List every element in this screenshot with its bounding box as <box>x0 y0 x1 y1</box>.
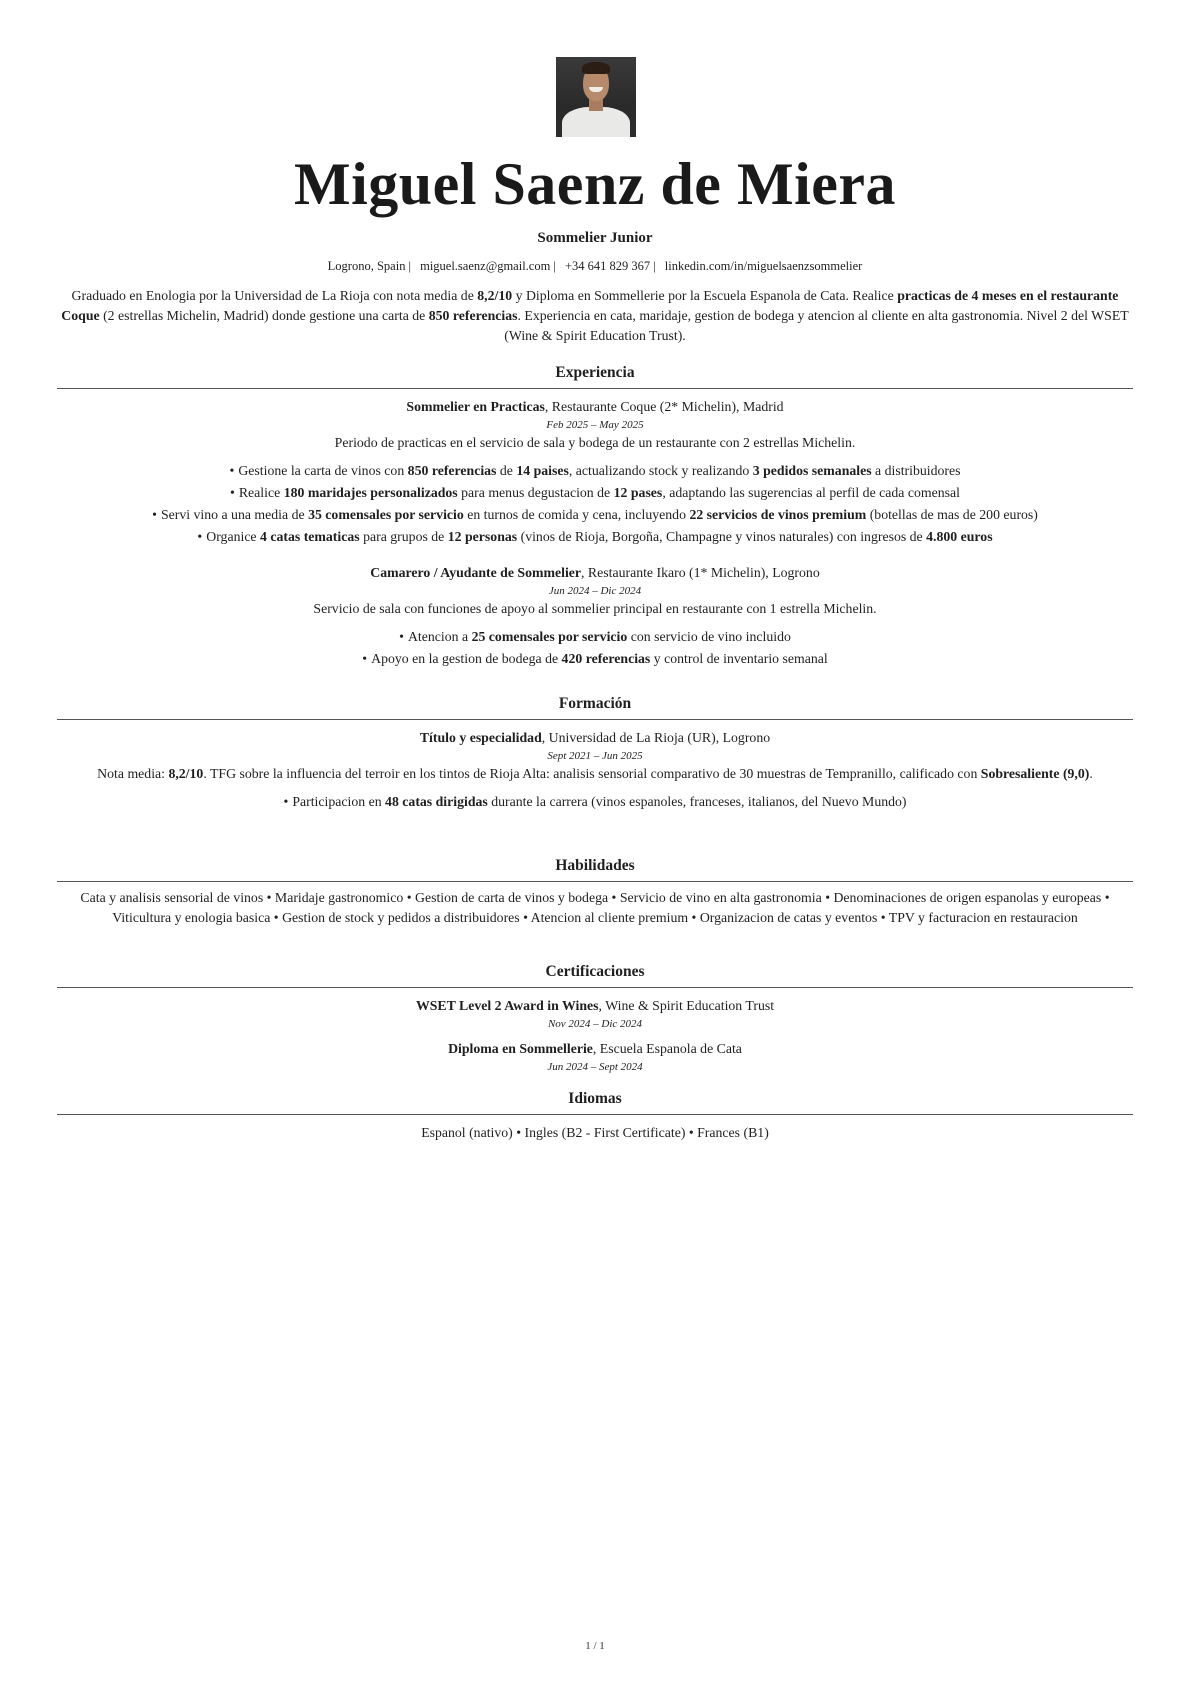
education-entry <box>57 728 1133 813</box>
entry-place: , Restaurante Coque (2* Michelin), Madrid <box>544 399 784 414</box>
entry-description: Servicio de sala con funciones de apoyo al sommelier principal en restaurante con 1 estrella Michelin. <box>313 601 877 616</box>
contact-separator: | <box>553 259 556 273</box>
contact-separator: | <box>408 259 411 273</box>
entry-degree: Título y especialidad <box>419 730 542 745</box>
certification-name: WSET Level 2 Award in Wines <box>415 998 599 1013</box>
entry-dates: Sept 2021 – Jun 2025 <box>547 750 643 762</box>
section-divider <box>57 719 1133 720</box>
entry-bullets <box>57 460 1133 548</box>
section-title-experience: Experiencia <box>555 364 635 381</box>
professional-summary <box>57 286 1133 346</box>
entry-bullets <box>57 791 1133 813</box>
summary-text: . Experiencia en cata, maridaje, gestion de bodega y atencion al cliente en alta gastronomia. Nivel 2 del WSET (Wine & Spirit Education Trust). <box>504 308 1129 343</box>
contact-phone[interactable]: +34 641 829 367 <box>564 259 651 273</box>
entry-description: Periodo de practicas en el servicio de sala y bodega de un restaurante con 2 estrellas Michelin. <box>334 435 856 450</box>
entry-heading <box>57 397 1133 417</box>
certification-entry <box>57 996 1133 1032</box>
summary-text: Graduado en Enologia por la Universidad de La Rioja con nota media de <box>71 288 478 303</box>
bullet-item: • Apoyo en la gestion de bodega de 420 referencias y control de inventario semanal <box>57 648 1133 670</box>
entry-place: , Universidad de La Rioja (UR), Logrono <box>541 730 771 745</box>
certification-name: Diploma en Sommellerie <box>448 1041 593 1056</box>
skills-list: Cata y analisis sensorial de vinos • Maridaje gastronomico • Gestion de carta de vinos y bodega • Servicio de vino en alta gastronomia • Denominaciones de origen espanolas y europeas • Viticultura y enologia basica • Gestion de stock y pedidos a distribuidores • Atencion al cliente premium • Organizacion de catas y eventos • TPV y facturacion en restauracion <box>80 890 1110 925</box>
photo-shirt <box>562 107 630 137</box>
section-divider <box>57 881 1133 882</box>
bullet-item: • Realice 180 maridajes personalizados para menus degustacion de 12 pases, adaptando las sugerencias al perfil de cada comensal <box>57 482 1133 504</box>
entry-heading <box>57 563 1133 583</box>
summary-text: (2 estrellas Michelin, Madrid) donde gestione una carta de <box>99 308 429 323</box>
contact-line <box>57 257 1133 275</box>
section-title-languages: Idiomas <box>568 1090 622 1107</box>
bullet-item: • Gestione la carta de vinos con 850 referencias de 14 paises, actualizando stock y realizando 3 pedidos semanales a distribuidores <box>57 460 1133 482</box>
summary-highlight: practicas de 4 meses en el restaurante Coque <box>61 288 1119 323</box>
section-title-skills: Habilidades <box>555 857 635 874</box>
entry-heading <box>57 996 1133 1016</box>
entry-dates: Feb 2025 – May 2025 <box>546 419 644 431</box>
entry-dates: Jun 2024 – Dic 2024 <box>548 585 642 597</box>
summary-highlight: 8,2/10 <box>477 288 513 303</box>
certification-issuer: , Escuela Espanola de Cata <box>592 1041 742 1056</box>
certification-issuer: , Wine & Spirit Education Trust <box>598 998 775 1013</box>
entry-heading <box>57 1039 1133 1059</box>
section-divider <box>57 987 1133 988</box>
section-title-certifications: Certificaciones <box>545 963 645 980</box>
contact-email[interactable]: miguel.saenz@gmail.com <box>420 259 551 273</box>
contact-linkedin[interactable]: linkedin.com/in/miguelsaenzsommelier <box>664 259 863 273</box>
job-title: Sommelier Junior <box>537 230 653 246</box>
profile-photo <box>556 57 636 137</box>
bullet-item: • Organice 4 catas tematicas para grupos de 12 personas (vinos de Rioja, Borgoña, Champagne y vinos naturales) con ingresos de 4.800 euros <box>57 526 1133 548</box>
summary-text: y Diploma en Sommellerie por la Escuela Espanola de Cata. Realice <box>512 288 898 303</box>
section-divider <box>57 1114 1133 1115</box>
candidate-name: Miguel Saenz de Miera <box>293 151 897 217</box>
certification-entry <box>57 1039 1133 1075</box>
photo-hair <box>582 62 610 74</box>
section-divider <box>57 388 1133 389</box>
bullet-item: • Servi vino a una media de 35 comensales por servicio en turnos de comida y cena, incluyendo 22 servicios de vinos premium (botellas de mas de 200 euros) <box>57 504 1133 526</box>
contact-location: Logrono, Spain <box>327 259 406 273</box>
contact-separator: | <box>653 259 656 273</box>
summary-highlight: 850 referencias <box>428 308 518 323</box>
languages-list: Espanol (nativo) • Ingles (B2 - First Certificate) • Frances (B1) <box>421 1125 769 1140</box>
entry-description: Nota media: 8,2/10. TFG sobre la influencia del terroir en los tintos de Rioja Alta: analisis sensorial comparativo de 30 muestras de Tempranillo, calificado con Sobresaliente (9,0). <box>97 766 1093 781</box>
bullet-item: • Participacion en 48 catas dirigidas durante la carrera (vinos espanoles, franceses, italianos, del Nuevo Mundo) <box>57 791 1133 813</box>
entry-heading <box>57 728 1133 748</box>
entry-bullets <box>57 626 1133 670</box>
entry-place: , Restaurante Ikaro (1* Michelin), Logrono <box>581 565 820 580</box>
entry-role: Sommelier en Practicas <box>406 399 545 414</box>
entry-role: Camarero / Ayudante de Sommelier <box>370 565 582 580</box>
section-title-education: Formación <box>558 695 632 712</box>
page-number: 1 / 1 <box>585 1640 605 1652</box>
experience-entry <box>57 563 1133 670</box>
entry-dates: Jun 2024 – Sept 2024 <box>547 1061 643 1073</box>
bullet-item: • Atencion a 25 comensales por servicio con servicio de vino incluido <box>57 626 1133 648</box>
entry-dates: Nov 2024 – Dic 2024 <box>547 1018 643 1030</box>
experience-entry <box>57 397 1133 548</box>
